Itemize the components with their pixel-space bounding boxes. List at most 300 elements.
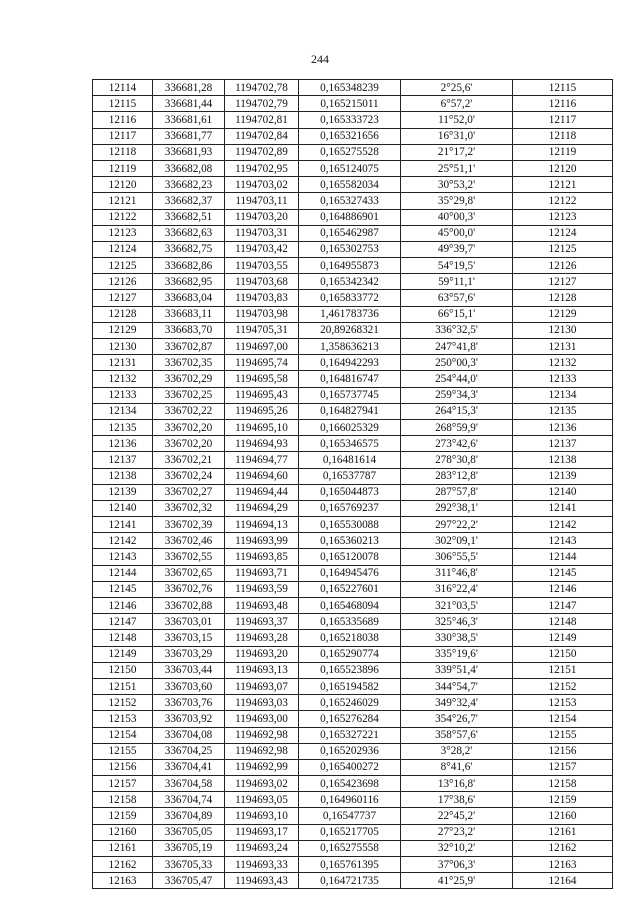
table-row <box>93 177 613 193</box>
table-row <box>93 630 613 646</box>
distance-cell: 0,165217705 <box>299 824 401 840</box>
table-row <box>93 484 613 500</box>
y-coordinate-cell: 1194695,10 <box>225 419 299 435</box>
table-row <box>93 258 613 274</box>
y-coordinate-cell: 1194694,60 <box>225 468 299 484</box>
point-id-cell: 12124 <box>93 241 153 257</box>
next-point-cell: 12142 <box>513 517 613 533</box>
distance-cell: 0,165246029 <box>299 695 401 711</box>
x-coordinate-cell: 336681,61 <box>153 112 225 128</box>
bearing-cell: 264°15,3' <box>401 403 513 419</box>
point-id-cell: 12122 <box>93 209 153 225</box>
table-row <box>93 452 613 468</box>
next-point-cell: 12140 <box>513 484 613 500</box>
point-id-cell: 12119 <box>93 160 153 176</box>
point-id-cell: 12160 <box>93 824 153 840</box>
bearing-cell: 283°12,8' <box>401 468 513 484</box>
table-row <box>93 646 613 662</box>
bearing-cell: 325°46,3' <box>401 614 513 630</box>
point-id-cell: 12140 <box>93 500 153 516</box>
y-coordinate-cell: 1194693,10 <box>225 808 299 824</box>
y-coordinate-cell: 1194702,84 <box>225 128 299 144</box>
bearing-cell: 336°32,5' <box>401 322 513 338</box>
x-coordinate-cell: 336681,77 <box>153 128 225 144</box>
x-coordinate-cell: 336704,89 <box>153 808 225 824</box>
distance-cell: 0,165400272 <box>299 759 401 775</box>
x-coordinate-cell: 336682,75 <box>153 241 225 257</box>
distance-cell: 0,16537787 <box>299 468 401 484</box>
point-id-cell: 12158 <box>93 792 153 808</box>
point-id-cell: 12138 <box>93 468 153 484</box>
table-row <box>93 387 613 403</box>
x-coordinate-cell: 336682,23 <box>153 177 225 193</box>
y-coordinate-cell: 1194702,79 <box>225 96 299 112</box>
table-row <box>93 549 613 565</box>
y-coordinate-cell: 1194693,71 <box>225 565 299 581</box>
y-coordinate-cell: 1194693,20 <box>225 646 299 662</box>
point-id-cell: 12141 <box>93 517 153 533</box>
distance-cell: 0,165044873 <box>299 484 401 500</box>
next-point-cell: 12120 <box>513 160 613 176</box>
table-row <box>93 290 613 306</box>
point-id-cell: 12148 <box>93 630 153 646</box>
point-id-cell: 12136 <box>93 436 153 452</box>
next-point-cell: 12132 <box>513 355 613 371</box>
x-coordinate-cell: 336702,32 <box>153 500 225 516</box>
table-row <box>93 144 613 160</box>
distance-cell: 0,165530088 <box>299 517 401 533</box>
y-coordinate-cell: 1194693,43 <box>225 873 299 889</box>
y-coordinate-cell: 1194693,07 <box>225 678 299 694</box>
y-coordinate-cell: 1194703,98 <box>225 306 299 322</box>
point-id-cell: 12116 <box>93 112 153 128</box>
y-coordinate-cell: 1194693,59 <box>225 581 299 597</box>
distance-cell: 0,165423698 <box>299 776 401 792</box>
x-coordinate-cell: 336702,39 <box>153 517 225 533</box>
distance-cell: 1,358636213 <box>299 339 401 355</box>
bearing-cell: 302°09,1' <box>401 533 513 549</box>
bearing-cell: 17°38,6' <box>401 792 513 808</box>
next-point-cell: 12131 <box>513 339 613 355</box>
distance-cell: 0,165275528 <box>299 144 401 160</box>
table-row <box>93 306 613 322</box>
point-id-cell: 12152 <box>93 695 153 711</box>
distance-cell: 0,165761395 <box>299 857 401 873</box>
bearing-cell: 321°03,5' <box>401 598 513 614</box>
y-coordinate-cell: 1194695,43 <box>225 387 299 403</box>
bearing-cell: 3°28,2' <box>401 743 513 759</box>
x-coordinate-cell: 336681,44 <box>153 96 225 112</box>
y-coordinate-cell: 1194693,37 <box>225 614 299 630</box>
distance-cell: 0,16547737 <box>299 808 401 824</box>
x-coordinate-cell: 336683,70 <box>153 322 225 338</box>
point-id-cell: 12118 <box>93 144 153 160</box>
x-coordinate-cell: 336705,33 <box>153 857 225 873</box>
y-coordinate-cell: 1194693,48 <box>225 598 299 614</box>
x-coordinate-cell: 336702,27 <box>153 484 225 500</box>
y-coordinate-cell: 1194694,77 <box>225 452 299 468</box>
y-coordinate-cell: 1194693,17 <box>225 824 299 840</box>
next-point-cell: 12145 <box>513 565 613 581</box>
table-row <box>93 565 613 581</box>
distance-cell: 20,89268321 <box>299 322 401 338</box>
table-row <box>93 776 613 792</box>
bearing-cell: 349°32,4' <box>401 695 513 711</box>
next-point-cell: 12152 <box>513 678 613 694</box>
bearing-cell: 11°52,0' <box>401 112 513 128</box>
x-coordinate-cell: 336703,01 <box>153 614 225 630</box>
next-point-cell: 12129 <box>513 306 613 322</box>
bearing-cell: 59°11,1' <box>401 274 513 290</box>
y-coordinate-cell: 1194694,29 <box>225 500 299 516</box>
bearing-cell: 268°59,9' <box>401 419 513 435</box>
next-point-cell: 12128 <box>513 290 613 306</box>
x-coordinate-cell: 336702,88 <box>153 598 225 614</box>
distance-cell: 0,165335689 <box>299 614 401 630</box>
point-id-cell: 12154 <box>93 727 153 743</box>
table-row <box>93 678 613 694</box>
distance-cell: 0,165737745 <box>299 387 401 403</box>
point-id-cell: 12155 <box>93 743 153 759</box>
point-id-cell: 12120 <box>93 177 153 193</box>
table-row <box>93 500 613 516</box>
point-id-cell: 12125 <box>93 258 153 274</box>
x-coordinate-cell: 336702,65 <box>153 565 225 581</box>
point-id-cell: 12142 <box>93 533 153 549</box>
next-point-cell: 12164 <box>513 873 613 889</box>
distance-cell: 0,165462987 <box>299 225 401 241</box>
table-row <box>93 322 613 338</box>
next-point-cell: 12136 <box>513 419 613 435</box>
x-coordinate-cell: 336681,93 <box>153 144 225 160</box>
distance-cell: 0,165290774 <box>299 646 401 662</box>
point-id-cell: 12139 <box>93 484 153 500</box>
point-id-cell: 12149 <box>93 646 153 662</box>
table-row <box>93 225 613 241</box>
distance-cell: 0,165833772 <box>299 290 401 306</box>
point-id-cell: 12133 <box>93 387 153 403</box>
y-coordinate-cell: 1194705,31 <box>225 322 299 338</box>
bearing-cell: 32°10,2' <box>401 840 513 856</box>
bearing-cell: 6°57,2' <box>401 96 513 112</box>
next-point-cell: 12134 <box>513 387 613 403</box>
y-coordinate-cell: 1194703,83 <box>225 290 299 306</box>
table-row <box>93 517 613 533</box>
x-coordinate-cell: 336703,15 <box>153 630 225 646</box>
page-number: 244 <box>311 52 329 66</box>
y-coordinate-cell: 1194693,33 <box>225 857 299 873</box>
next-point-cell: 12125 <box>513 241 613 257</box>
next-point-cell: 12150 <box>513 646 613 662</box>
distance-cell: 0,165327433 <box>299 193 401 209</box>
y-coordinate-cell: 1194703,31 <box>225 225 299 241</box>
point-id-cell: 12144 <box>93 565 153 581</box>
table-row <box>93 598 613 614</box>
y-coordinate-cell: 1194702,95 <box>225 160 299 176</box>
x-coordinate-cell: 336681,28 <box>153 80 225 96</box>
x-coordinate-cell: 336705,19 <box>153 840 225 856</box>
x-coordinate-cell: 336702,35 <box>153 355 225 371</box>
next-point-cell: 12121 <box>513 177 613 193</box>
table-row <box>93 808 613 824</box>
point-id-cell: 12153 <box>93 711 153 727</box>
next-point-cell: 12151 <box>513 662 613 678</box>
bearing-cell: 63°57,6' <box>401 290 513 306</box>
next-point-cell: 12139 <box>513 468 613 484</box>
next-point-cell: 12116 <box>513 96 613 112</box>
table-row <box>93 355 613 371</box>
y-coordinate-cell: 1194695,74 <box>225 355 299 371</box>
y-coordinate-cell: 1194695,58 <box>225 371 299 387</box>
distance-cell: 0,165321656 <box>299 128 401 144</box>
distance-cell: 0,165202936 <box>299 743 401 759</box>
next-point-cell: 12119 <box>513 144 613 160</box>
bearing-cell: 247°41,8' <box>401 339 513 355</box>
bearing-cell: 273°42,6' <box>401 436 513 452</box>
next-point-cell: 12133 <box>513 371 613 387</box>
next-point-cell: 12137 <box>513 436 613 452</box>
point-id-cell: 12151 <box>93 678 153 694</box>
bearing-cell: 316°22,4' <box>401 581 513 597</box>
distance-cell: 0,165124075 <box>299 160 401 176</box>
table-row <box>93 857 613 873</box>
y-coordinate-cell: 1194703,02 <box>225 177 299 193</box>
table-row <box>93 533 613 549</box>
next-point-cell: 12118 <box>513 128 613 144</box>
next-point-cell: 12162 <box>513 840 613 856</box>
x-coordinate-cell: 336702,55 <box>153 549 225 565</box>
bearing-cell: 22°45,2' <box>401 808 513 824</box>
y-coordinate-cell: 1194702,81 <box>225 112 299 128</box>
bearing-cell: 16°31,0' <box>401 128 513 144</box>
point-id-cell: 12162 <box>93 857 153 873</box>
x-coordinate-cell: 336705,47 <box>153 873 225 889</box>
table-body <box>93 80 613 889</box>
y-coordinate-cell: 1194693,02 <box>225 776 299 792</box>
table-row <box>93 727 613 743</box>
bearing-cell: 54°19,5' <box>401 258 513 274</box>
distance-cell: 0,165276284 <box>299 711 401 727</box>
x-coordinate-cell: 336705,05 <box>153 824 225 840</box>
point-id-cell: 12134 <box>93 403 153 419</box>
next-point-cell: 12144 <box>513 549 613 565</box>
point-id-cell: 12145 <box>93 581 153 597</box>
point-id-cell: 12159 <box>93 808 153 824</box>
bearing-cell: 45°00,0' <box>401 225 513 241</box>
y-coordinate-cell: 1194693,99 <box>225 533 299 549</box>
y-coordinate-cell: 1194703,68 <box>225 274 299 290</box>
y-coordinate-cell: 1194694,13 <box>225 517 299 533</box>
point-id-cell: 12156 <box>93 759 153 775</box>
point-id-cell: 12123 <box>93 225 153 241</box>
bearing-cell: 37°06,3' <box>401 857 513 873</box>
y-coordinate-cell: 1194693,85 <box>225 549 299 565</box>
y-coordinate-cell: 1194702,89 <box>225 144 299 160</box>
distance-cell: 0,164960116 <box>299 792 401 808</box>
table-row <box>93 339 613 355</box>
x-coordinate-cell: 336682,08 <box>153 160 225 176</box>
distance-cell: 0,165327221 <box>299 727 401 743</box>
bearing-cell: 287°57,8' <box>401 484 513 500</box>
bearing-cell: 250°00,3' <box>401 355 513 371</box>
point-id-cell: 12157 <box>93 776 153 792</box>
distance-cell: 0,165348239 <box>299 80 401 96</box>
bearing-cell: 27°23,2' <box>401 824 513 840</box>
point-id-cell: 12115 <box>93 96 153 112</box>
bearing-cell: 311°46,8' <box>401 565 513 581</box>
distance-cell: 0,165275558 <box>299 840 401 856</box>
x-coordinate-cell: 336702,76 <box>153 581 225 597</box>
next-point-cell: 12123 <box>513 209 613 225</box>
table-row <box>93 759 613 775</box>
x-coordinate-cell: 336702,20 <box>153 436 225 452</box>
distance-cell: 0,16481614 <box>299 452 401 468</box>
point-id-cell: 12161 <box>93 840 153 856</box>
distance-cell: 1,461783736 <box>299 306 401 322</box>
bearing-cell: 358°57,6' <box>401 727 513 743</box>
distance-cell: 0,164827941 <box>299 403 401 419</box>
table-row <box>93 403 613 419</box>
next-point-cell: 12160 <box>513 808 613 824</box>
table-row <box>93 274 613 290</box>
distance-cell: 0,165468094 <box>299 598 401 614</box>
bearing-cell: 21°17,2' <box>401 144 513 160</box>
y-coordinate-cell: 1194692,98 <box>225 727 299 743</box>
bearing-cell: 330°38,5' <box>401 630 513 646</box>
bearing-cell: 306°55,5' <box>401 549 513 565</box>
distance-cell: 0,164886901 <box>299 209 401 225</box>
next-point-cell: 12122 <box>513 193 613 209</box>
distance-cell: 0,165360213 <box>299 533 401 549</box>
point-id-cell: 12114 <box>93 80 153 96</box>
bearing-cell: 41°25,9' <box>401 873 513 889</box>
point-id-cell: 12150 <box>93 662 153 678</box>
table-row <box>93 112 613 128</box>
next-point-cell: 12124 <box>513 225 613 241</box>
point-id-cell: 12143 <box>93 549 153 565</box>
table-row <box>93 614 613 630</box>
bearing-cell: 259°34,3' <box>401 387 513 403</box>
x-coordinate-cell: 336702,25 <box>153 387 225 403</box>
table-row <box>93 419 613 435</box>
next-point-cell: 12147 <box>513 598 613 614</box>
next-point-cell: 12154 <box>513 711 613 727</box>
bearing-cell: 2°25,6' <box>401 80 513 96</box>
next-point-cell: 12141 <box>513 500 613 516</box>
table-row <box>93 840 613 856</box>
point-id-cell: 12130 <box>93 339 153 355</box>
table-row <box>93 873 613 889</box>
y-coordinate-cell: 1194693,05 <box>225 792 299 808</box>
table-row <box>93 436 613 452</box>
y-coordinate-cell: 1194693,28 <box>225 630 299 646</box>
table-row <box>93 824 613 840</box>
bearing-cell: 354°26,7' <box>401 711 513 727</box>
y-coordinate-cell: 1194697,00 <box>225 339 299 355</box>
bearing-cell: 13°16,8' <box>401 776 513 792</box>
next-point-cell: 12157 <box>513 759 613 775</box>
distance-cell: 0,164942293 <box>299 355 401 371</box>
distance-cell: 0,165194582 <box>299 678 401 694</box>
table-row <box>93 695 613 711</box>
table-row <box>93 209 613 225</box>
bearing-cell: 335°19,6' <box>401 646 513 662</box>
next-point-cell: 12135 <box>513 403 613 419</box>
x-coordinate-cell: 336682,51 <box>153 209 225 225</box>
y-coordinate-cell: 1194693,03 <box>225 695 299 711</box>
distance-cell: 0,165120078 <box>299 549 401 565</box>
distance-cell: 0,164816747 <box>299 371 401 387</box>
x-coordinate-cell: 336702,87 <box>153 339 225 355</box>
x-coordinate-cell: 336704,58 <box>153 776 225 792</box>
distance-cell: 0,165227601 <box>299 581 401 597</box>
y-coordinate-cell: 1194695,26 <box>225 403 299 419</box>
next-point-cell: 12158 <box>513 776 613 792</box>
table-row <box>93 80 613 96</box>
table-row <box>93 96 613 112</box>
point-id-cell: 12128 <box>93 306 153 322</box>
next-point-cell: 12146 <box>513 581 613 597</box>
bearing-cell: 297°22,2' <box>401 517 513 533</box>
point-id-cell: 12131 <box>93 355 153 371</box>
point-id-cell: 12127 <box>93 290 153 306</box>
distance-cell: 0,164721735 <box>299 873 401 889</box>
x-coordinate-cell: 336702,20 <box>153 419 225 435</box>
next-point-cell: 12156 <box>513 743 613 759</box>
x-coordinate-cell: 336703,60 <box>153 678 225 694</box>
x-coordinate-cell: 336703,44 <box>153 662 225 678</box>
next-point-cell: 12115 <box>513 80 613 96</box>
x-coordinate-cell: 336682,86 <box>153 258 225 274</box>
y-coordinate-cell: 1194692,99 <box>225 759 299 775</box>
next-point-cell: 12159 <box>513 792 613 808</box>
x-coordinate-cell: 336703,76 <box>153 695 225 711</box>
table-row <box>93 160 613 176</box>
distance-cell: 0,164955873 <box>299 258 401 274</box>
coordinates-table <box>92 79 613 889</box>
x-coordinate-cell: 336702,29 <box>153 371 225 387</box>
x-coordinate-cell: 336703,29 <box>153 646 225 662</box>
point-id-cell: 12129 <box>93 322 153 338</box>
table-row <box>93 468 613 484</box>
next-point-cell: 12163 <box>513 857 613 873</box>
next-point-cell: 12143 <box>513 533 613 549</box>
point-id-cell: 12117 <box>93 128 153 144</box>
x-coordinate-cell: 336704,41 <box>153 759 225 775</box>
x-coordinate-cell: 336703,92 <box>153 711 225 727</box>
distance-cell: 0,165582034 <box>299 177 401 193</box>
bearing-cell: 339°51,4' <box>401 662 513 678</box>
bearing-cell: 49°39,7' <box>401 241 513 257</box>
y-coordinate-cell: 1194702,78 <box>225 80 299 96</box>
table-row <box>93 241 613 257</box>
x-coordinate-cell: 336704,25 <box>153 743 225 759</box>
x-coordinate-cell: 336682,63 <box>153 225 225 241</box>
y-coordinate-cell: 1194703,11 <box>225 193 299 209</box>
next-point-cell: 12155 <box>513 727 613 743</box>
distance-cell: 0,165333723 <box>299 112 401 128</box>
point-id-cell: 12135 <box>93 419 153 435</box>
distance-cell: 0,165769237 <box>299 500 401 516</box>
x-coordinate-cell: 336702,46 <box>153 533 225 549</box>
next-point-cell: 12117 <box>513 112 613 128</box>
y-coordinate-cell: 1194693,24 <box>225 840 299 856</box>
bearing-cell: 254°44,0' <box>401 371 513 387</box>
distance-cell: 0,166025329 <box>299 419 401 435</box>
x-coordinate-cell: 336704,08 <box>153 727 225 743</box>
x-coordinate-cell: 336683,11 <box>153 306 225 322</box>
x-coordinate-cell: 336682,37 <box>153 193 225 209</box>
